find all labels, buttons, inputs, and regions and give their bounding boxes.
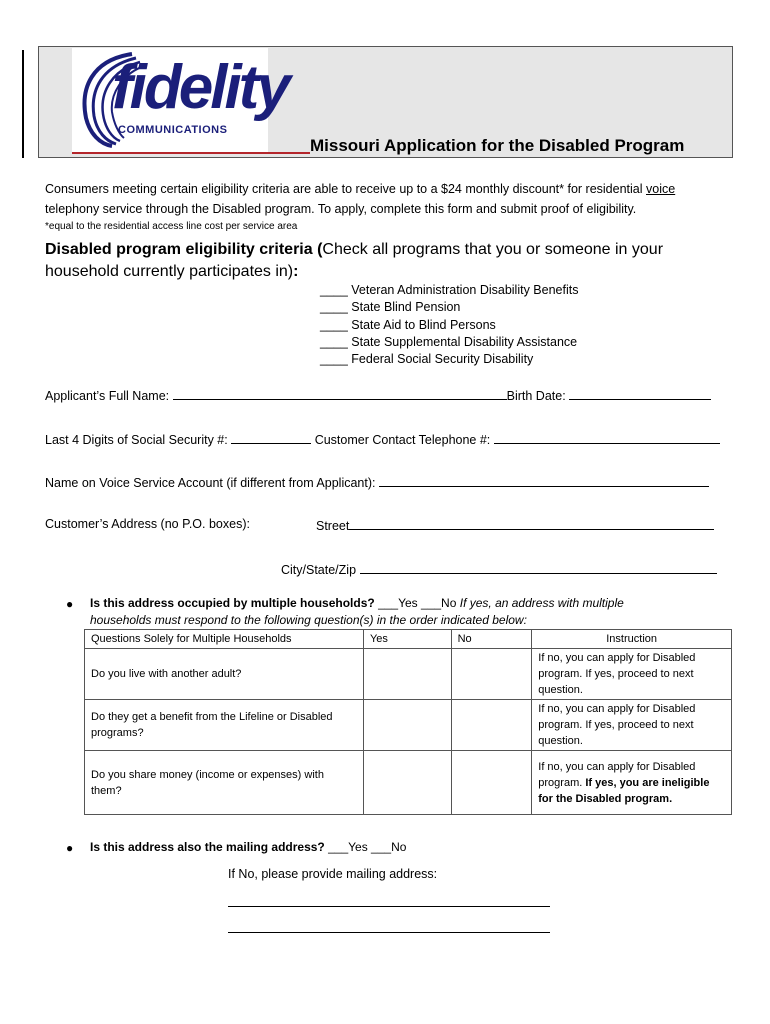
row-question: Do you share money (income or expenses) with them? <box>85 751 364 815</box>
mh-no-option[interactable]: ___No <box>421 596 457 610</box>
city-row <box>281 561 717 577</box>
page-title: Missouri Application for the Disabled Program <box>310 136 685 155</box>
multiple-households-question <box>90 596 624 610</box>
footnote: *equal to the residential access line cost per service area <box>45 221 298 232</box>
voice-account-label: Name on Voice Service Account (if different from Applicant): <box>45 476 376 490</box>
mh-question-text: Is this address occupied by multiple households? <box>90 596 375 610</box>
ssn-label: Last 4 Digits of Social Security #: <box>45 433 228 447</box>
mailing-if-no: If No, please provide mailing address: <box>228 867 438 881</box>
ssn-row <box>45 431 720 447</box>
mh-instruction-line-2: households must respond to the following question(s) in the order indicated below: <box>90 613 527 627</box>
table-row <box>85 649 732 700</box>
criteria-heading-rest: Check all programs that you or someone in your household currently participates in) <box>45 241 664 280</box>
row-instruction: If no, you can apply for Disabled program. If yes, you are ineligible for the Disabled program. <box>532 751 732 815</box>
row-question: Do you live with another adult? <box>85 649 364 700</box>
street-label: Street <box>316 519 350 533</box>
row-question: Do they get a benefit from the Lifeline or Disabled programs? <box>85 700 364 751</box>
city-label: City/State/Zip <box>281 563 357 577</box>
mailing-address-line-2[interactable] <box>228 932 550 933</box>
intro-line-2: telephony service through the Disabled program. To apply, complete this form and submit proof of eligibility. <box>45 202 637 216</box>
margin-bar <box>22 50 24 158</box>
program-option[interactable]: ____ Federal Social Security Disability <box>320 352 534 366</box>
mailing-yes-option[interactable]: ___Yes <box>328 840 368 854</box>
program-option[interactable]: ____ Veteran Administration Disability Benefits <box>320 283 579 297</box>
row-yes-cell[interactable] <box>363 751 451 815</box>
table-row <box>85 751 732 815</box>
program-option[interactable]: ____ State Aid to Blind Persons <box>320 318 496 332</box>
full-name-row <box>45 387 711 403</box>
mh-yes-option[interactable]: ___Yes <box>378 596 418 610</box>
multiple-households-table <box>84 629 732 815</box>
street-row <box>316 517 714 533</box>
full-name-field[interactable] <box>173 387 507 400</box>
row-no-cell[interactable] <box>451 751 532 815</box>
phone-label: Customer Contact Telephone #: <box>314 433 491 447</box>
mh-instruction: If yes, an address with multiple <box>459 596 624 610</box>
table-header: No <box>451 630 532 649</box>
row-no-cell[interactable] <box>451 649 532 700</box>
logo-subtitle: COMMUNICATIONS <box>118 124 228 136</box>
mailing-question-text: Is this address also the mailing address? <box>90 840 325 854</box>
table-row <box>85 700 732 751</box>
row-instruction: If no, you can apply for Disabled program. If yes, proceed to next question. <box>532 700 732 751</box>
phone-field[interactable] <box>494 431 720 444</box>
city-field[interactable] <box>360 561 717 574</box>
full-name-label: Applicant’s Full Name: <box>45 389 170 403</box>
mailing-address-line-1[interactable] <box>228 906 550 907</box>
fidelity-logo <box>72 48 288 152</box>
logo-wordmark: fidelity <box>112 53 288 122</box>
row-instruction: If no, you can apply for Disabled program. If yes, proceed to next question. <box>532 649 732 700</box>
ssn-field[interactable] <box>231 431 311 444</box>
row-no-cell[interactable] <box>451 700 532 751</box>
criteria-heading-colon: : <box>293 263 299 280</box>
voice-account-row <box>45 474 709 490</box>
intro-line-1 <box>45 179 675 199</box>
mailing-no-option[interactable]: ___No <box>371 840 407 854</box>
birth-date-field[interactable] <box>569 387 711 400</box>
voice-link: voice <box>646 182 676 196</box>
birth-date-label: Birth Date: <box>506 389 566 403</box>
address-label: Customer’s Address (no P.O. boxes): <box>45 517 250 531</box>
program-option[interactable]: ____ State Blind Pension <box>320 300 461 314</box>
voice-account-field[interactable] <box>379 474 709 487</box>
table-header: Instruction <box>532 630 732 649</box>
bullet-icon: ● <box>66 597 74 611</box>
criteria-heading <box>45 239 735 283</box>
table-header: Questions Solely for Multiple Households <box>85 630 364 649</box>
bullet-icon: ● <box>66 841 74 855</box>
intro-text: Consumers meeting certain eligibility criteria are able to receive up to a $24 monthly discount* for residential <box>45 182 646 196</box>
title-rule <box>72 152 310 154</box>
table-header: Yes <box>363 630 451 649</box>
criteria-heading-bold: Disabled program eligibility criteria ( <box>45 241 323 258</box>
row-yes-cell[interactable] <box>363 649 451 700</box>
mailing-question <box>90 840 406 854</box>
program-option[interactable]: ____ State Supplemental Disability Assistance <box>320 335 578 349</box>
row-yes-cell[interactable] <box>363 700 451 751</box>
street-field[interactable] <box>349 517 714 530</box>
